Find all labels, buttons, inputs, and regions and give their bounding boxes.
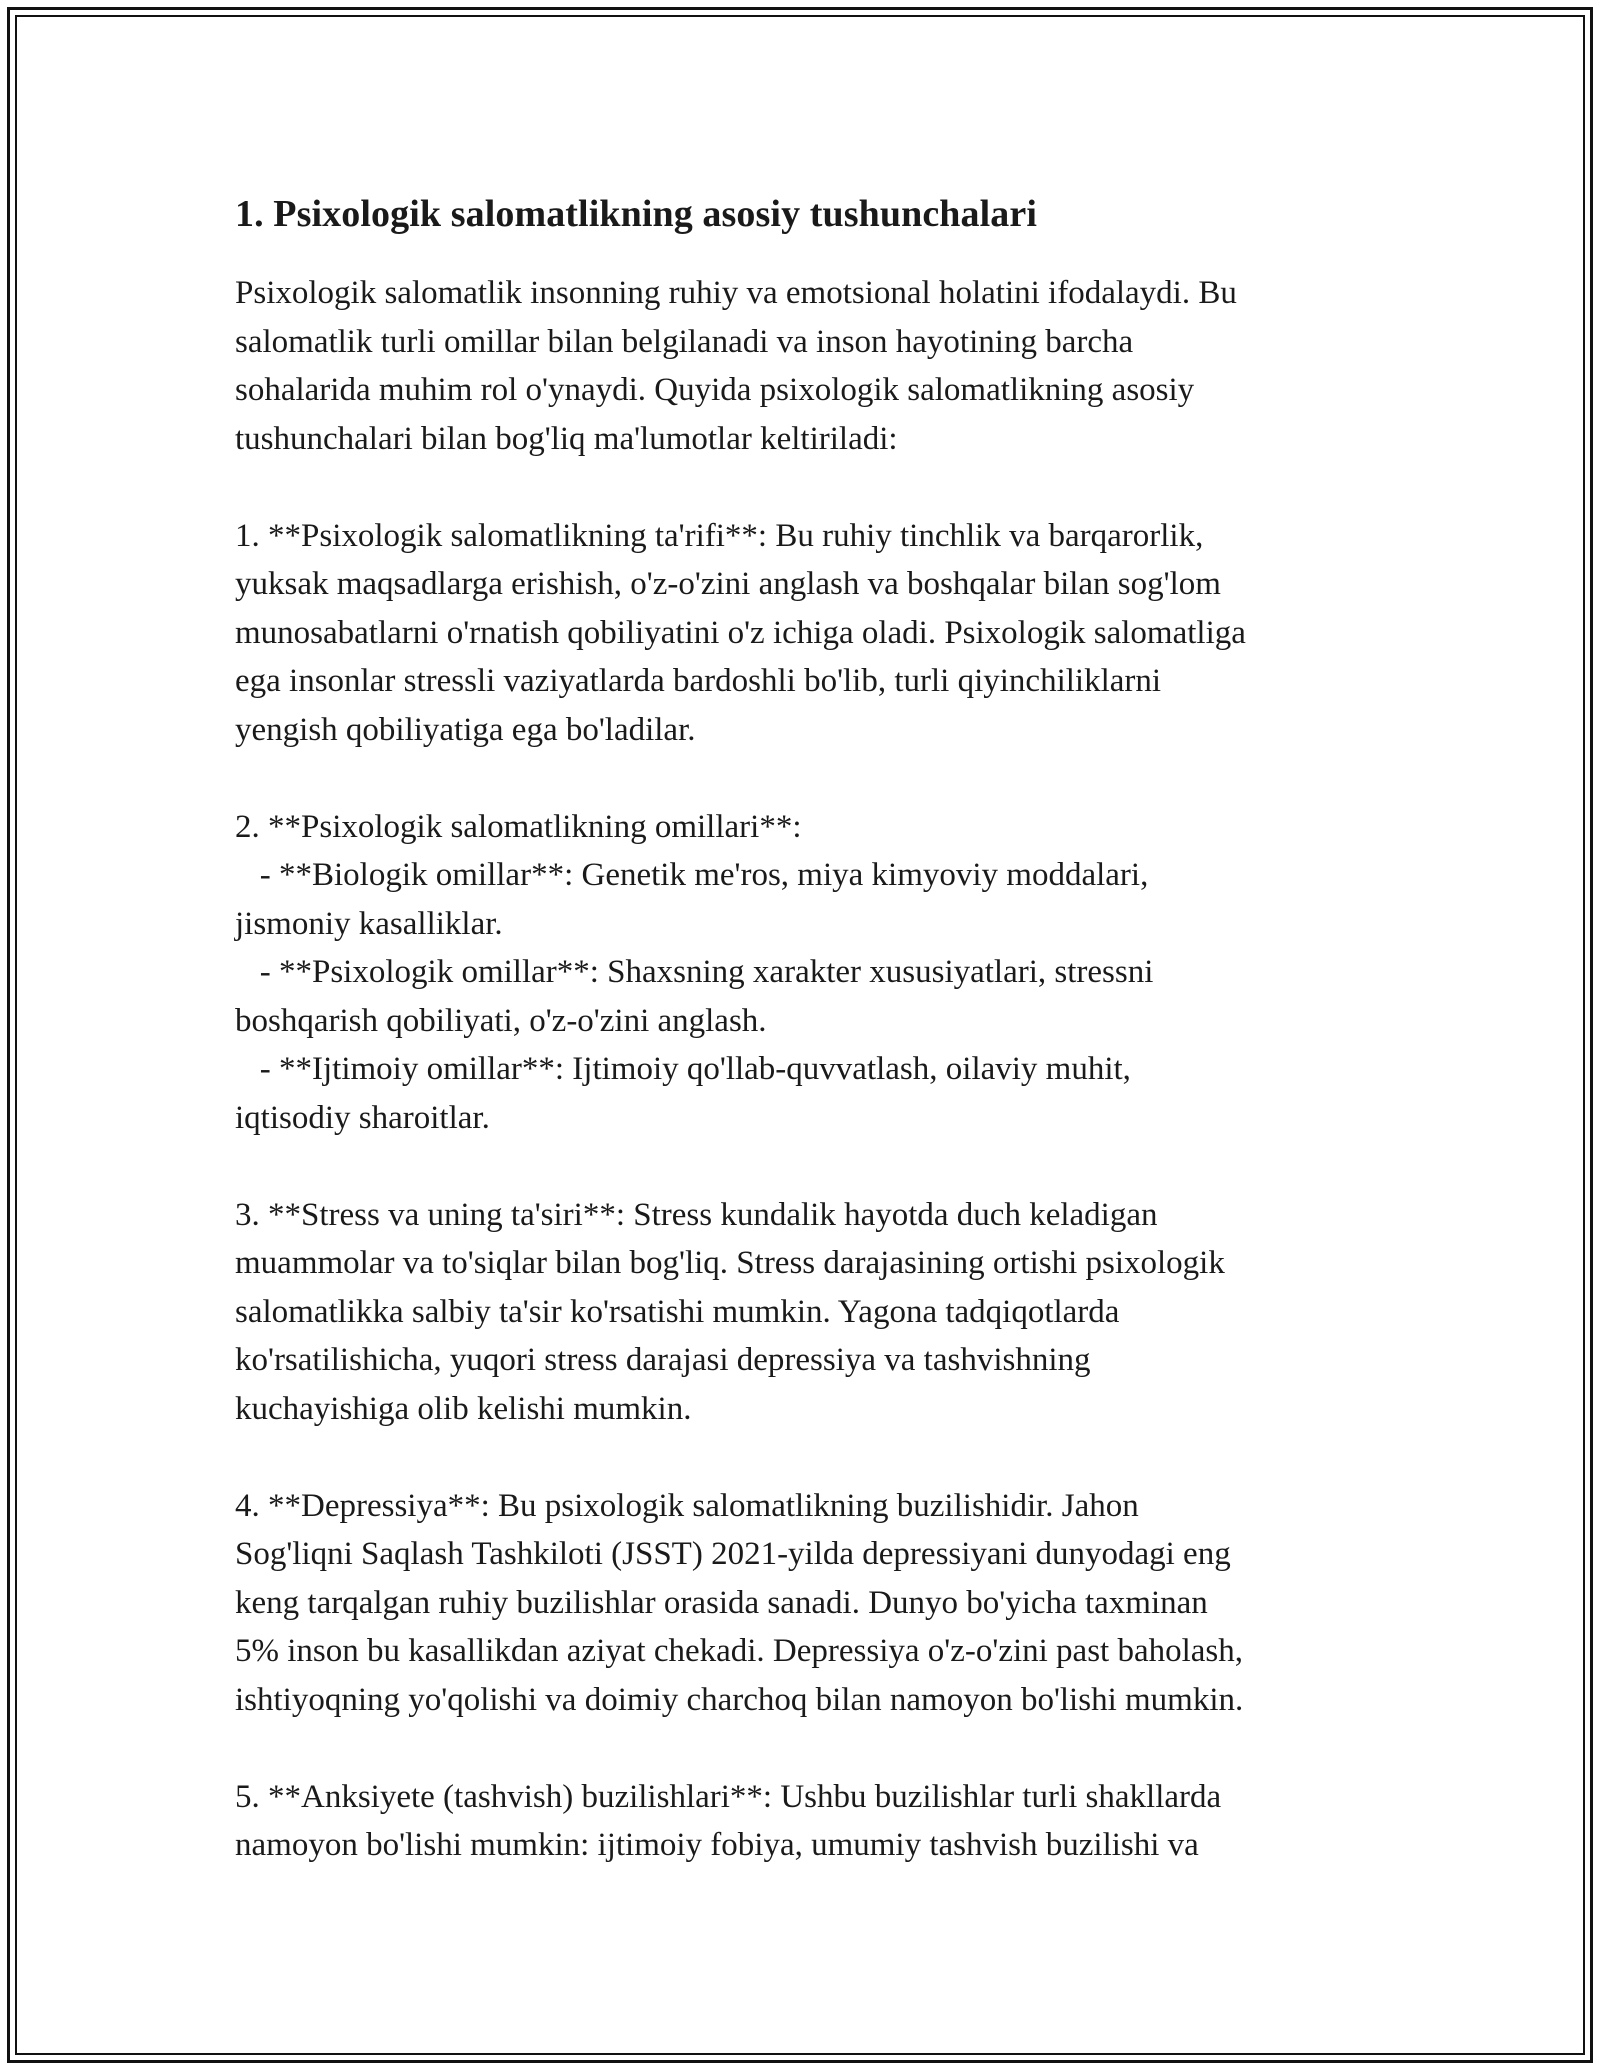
document-body xyxy=(235,188,1365,1870)
item-factors xyxy=(235,803,1365,1143)
item-stress xyxy=(235,1191,1365,1434)
item-factors-line: jismoniy kasalliklar. xyxy=(235,905,503,942)
item-definition-line: 1. **Psixologik salomatlikning ta'rifi**: Bu ruhiy tinchlik va barqarorlik, xyxy=(235,517,1204,554)
document-title: 1. Psixologik salomatlikning asosiy tushunchalari xyxy=(235,193,1038,235)
item-depression-line: Sog'liqni Saqlash Tashkiloti (JSST) 2021-yilda depressiyani dunyodagi eng xyxy=(235,1536,1231,1572)
item-definition-line: munosabatlarni o'rnatish qobiliyatini o'z ichiga oladi. Psixologik salomatliga xyxy=(235,614,1246,651)
intro-line: salomatlik turli omillar bilan belgilanadi va inson hayotining barcha xyxy=(235,323,1134,360)
item-definition-line: ega insonlar stressli vaziyatlarda bardoshli bo'lib, turli qiyinchiliklarni xyxy=(235,663,1162,699)
item-stress-line: muammolar va to'siqlar bilan bog'liq. Stress darajasining ortishi psixologik xyxy=(235,1245,1225,1281)
item-stress-line: kuchayishiga olib kelishi mumkin. xyxy=(235,1390,692,1427)
item-depression-line: keng tarqalgan ruhiy buzilishlar orasida sanadi. Dunyo bo'yicha taxminan xyxy=(235,1584,1208,1621)
item-stress-line: ko'rsatilishicha, yuqori stress darajasi depressiya va tashvishning xyxy=(235,1342,1091,1378)
intro-line: sohalarida muhim rol o'ynaydi. Quyida psixologik salomatlikning asosiy xyxy=(235,372,1195,408)
item-anxiety-line: 5. **Anksiyete (tashvish) buzilishlari**: Ushbu buzilishlar turli shakllarda xyxy=(235,1778,1222,1815)
item-definition xyxy=(235,512,1365,755)
item-factors-line: - **Ijtimoiy omillar**: Ijtimoiy qo'llab-quvvatlash, oilaviy muhit, xyxy=(235,1051,1131,1087)
intro-line: tushunchalari bilan bog'liq ma'lumotlar keltiriladi: xyxy=(235,420,898,457)
item-depression xyxy=(235,1482,1365,1725)
item-factors-line: - **Biologik omillar**: Genetik me'ros, miya kimyoviy moddalari, xyxy=(235,857,1149,893)
paragraph-gap xyxy=(235,754,1365,803)
paragraph-gap xyxy=(235,1142,1365,1191)
item-factors-line: iqtisodiy sharoitlar. xyxy=(235,1099,490,1136)
item-definition-line: yuksak maqsadlarga erishish, o'z-o'zini anglash va boshqalar bilan sog'lom xyxy=(235,566,1221,602)
paragraph-gap xyxy=(235,1433,1365,1482)
intro-line: Psixologik salomatlik insonning ruhiy va emotsional holatini ifodalaydi. Bu xyxy=(235,275,1237,311)
paragraph-gap xyxy=(235,463,1365,512)
item-factors-line: 2. **Psixologik salomatlikning omillari**: xyxy=(235,808,802,845)
item-depression-line: 4. **Depressiya**: Bu psixologik salomatlikning buzilishidir. Jahon xyxy=(235,1487,1139,1524)
item-factors-line: boshqarish qobiliyati, o'z-o'zini anglash. xyxy=(235,1002,767,1039)
item-depression-line: 5% inson bu kasallikdan aziyat chekadi. Depressiya o'z-o'zini past baholash, xyxy=(235,1633,1244,1669)
item-stress-line: salomatlikka salbiy ta'sir ko'rsatishi mumkin. Yagona tadqiqotlarda xyxy=(235,1293,1120,1330)
item-definition-line: yengish qobiliyatiga ega bo'ladilar. xyxy=(235,711,696,748)
item-depression-line: ishtiyoqning yo'qolishi va doimiy charchoq bilan namoyon bo'lishi mumkin. xyxy=(235,1681,1244,1718)
item-anxiety-line: namoyon bo'lishi mumkin: ijtimoiy fobiya, umumiy tashvish buzilishi va xyxy=(235,1827,1199,1863)
item-stress-line: 3. **Stress va uning ta'siri**: Stress kundalik hayotda duch keladigan xyxy=(235,1196,1158,1233)
paragraph-gap xyxy=(235,1724,1365,1773)
item-anxiety xyxy=(235,1773,1365,1870)
item-factors-line: - **Psixologik omillar**: Shaxsning xarakter xususiyatlari, stressni xyxy=(235,954,1154,990)
intro-paragraph xyxy=(235,269,1365,463)
